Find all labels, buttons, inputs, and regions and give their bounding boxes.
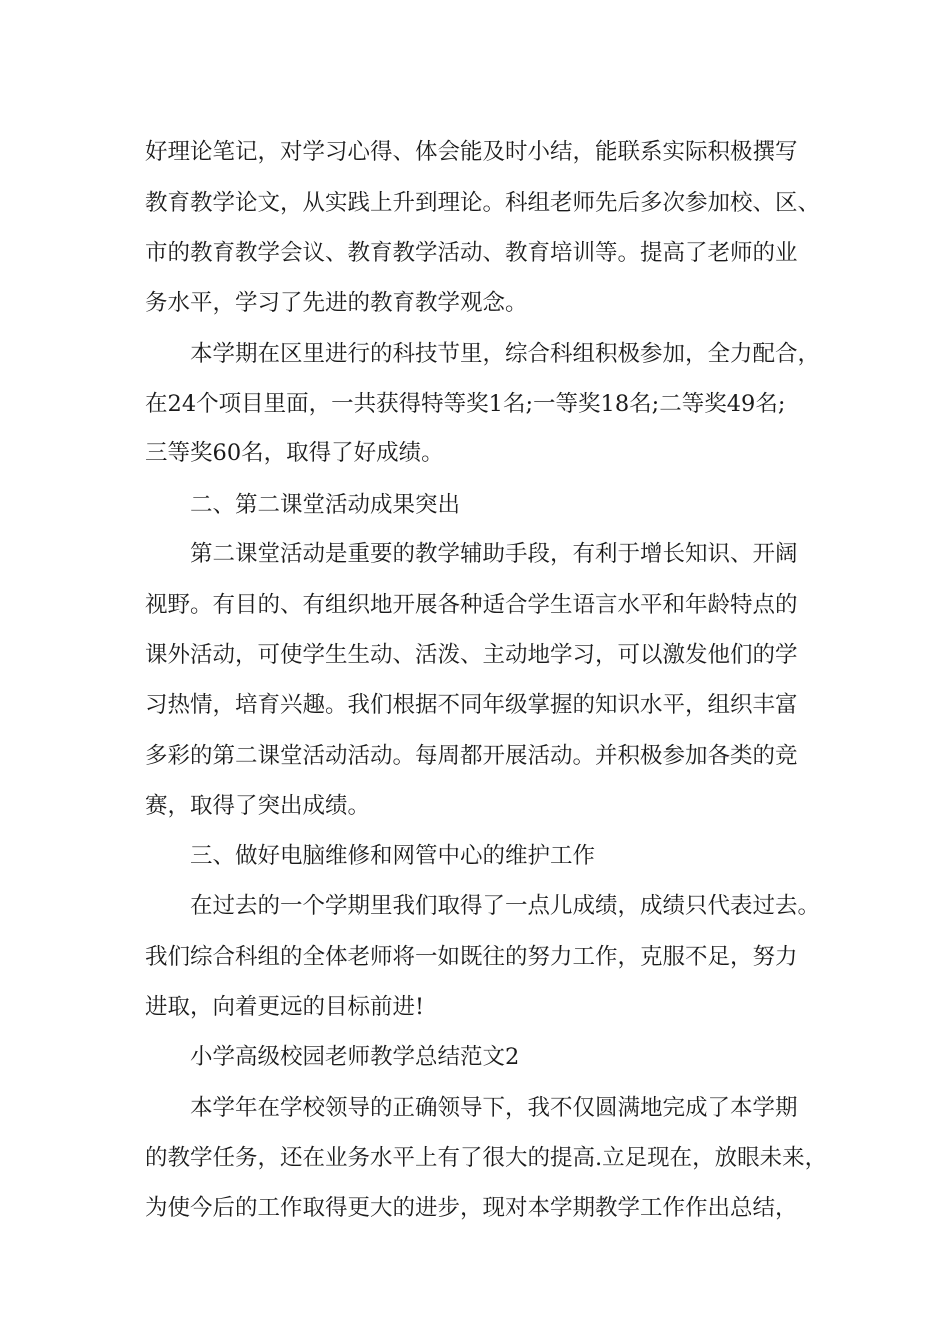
paragraph-line: 我们综合科组的全体老师将一如既往的努力工作，克服不足，努力 [145, 944, 798, 970]
section-heading: 二、第二课堂活动成果突出 [190, 492, 461, 518]
paragraph-line: 的教学任务，还在业务水平上有了很大的提高.立足现在，放眼未来， [145, 1145, 828, 1171]
paragraph-line: 本学期在区里进行的科技节里，综合科组积极参加，全力配合， [190, 341, 821, 367]
paragraph-line: 好理论笔记，对学习心得、体会能及时小结，能联系实际积极撰写 [145, 139, 798, 165]
section-heading: 三、做好电脑维修和网管中心的维护工作 [190, 843, 596, 869]
paragraph-line: 三等奖60名，取得了好成绩。 [145, 440, 444, 466]
paragraph-line: 在24个项目里面，一共获得特等奖1名;一等奖18名;二等奖49名; [145, 391, 786, 417]
paragraph-line: 务水平，学习了先进的教育教学观念。 [145, 290, 528, 316]
paragraph-line: 市的教育教学会议、教育教学活动、教育培训等。提高了老师的业 [145, 240, 798, 266]
paragraph-line: 课外活动，可使学生生动、活泼、主动地学习，可以激发他们的学 [145, 642, 798, 668]
paragraph-line: 教育教学论文，从实践上升到理论。科组老师先后多次参加校、区、 [145, 190, 821, 216]
paragraph-line: 为使今后的工作取得更大的进步，现对本学期教学工作作出总结， [145, 1195, 798, 1221]
paragraph-line: 赛，取得了突出成绩。 [145, 793, 371, 819]
paragraph-line: 进取，向着更远的目标前进! [145, 994, 425, 1020]
paragraph-line: 视野。有目的、有组织地开展各种适合学生语言水平和年龄特点的 [145, 592, 798, 618]
paragraph-line: 习热情，培育兴趣。我们根据不同年级掌握的知识水平，组织丰富 [145, 692, 798, 718]
paragraph-line: 本学年在学校领导的正确领导下，我不仅圆满地完成了本学期 [190, 1095, 798, 1121]
article-title: 小学高级校园老师教学总结范文2 [190, 1044, 520, 1070]
paragraph-line: 在过去的一个学期里我们取得了一点儿成绩，成绩只代表过去。 [190, 893, 821, 919]
paragraph-line: 多彩的第二课堂活动活动。每周都开展活动。并积极参加各类的竞 [145, 743, 798, 769]
paragraph-line: 第二课堂活动是重要的教学辅助手段，有利于增长知识、开阔 [190, 541, 798, 567]
